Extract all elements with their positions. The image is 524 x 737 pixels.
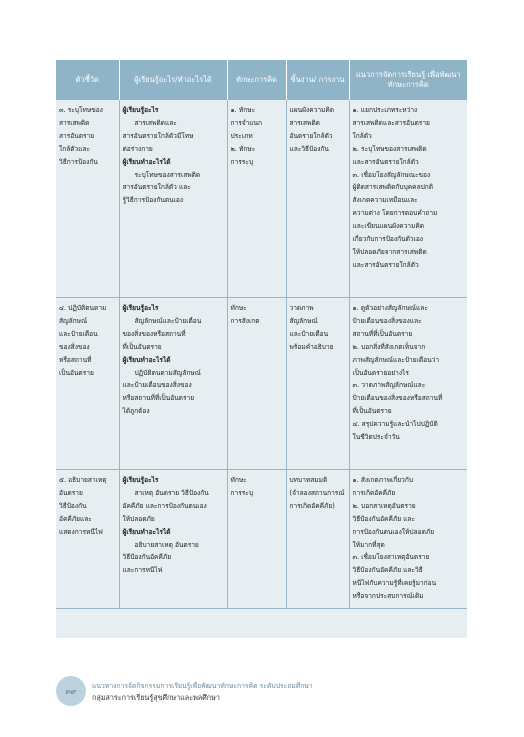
cell-line: วิธีป้องกันอัคคีภัย bbox=[122, 553, 172, 562]
cell-line: ๑. ดูตัวอย่างสัญลักษณ์และ bbox=[352, 304, 428, 312]
cell-line: ๓. เชื่อมโยงสัญลักษณะของ bbox=[352, 170, 431, 179]
workpiece-cell bbox=[286, 100, 349, 298]
header-activity: แนวการจัดการเรียนรู้ เพื่อพัฒนาทักษะการคิด bbox=[349, 60, 467, 100]
cell-line: เกี่ยวกับการป้องกันตัวเอง bbox=[352, 235, 424, 244]
cell-line: การระบุ bbox=[230, 488, 254, 497]
activity-cell bbox=[349, 470, 467, 609]
cell-line: บทบาทสมมติ bbox=[289, 476, 328, 484]
cell-line: อัคคีภัย และการป้องกันตนเอง bbox=[122, 501, 207, 510]
table-row bbox=[56, 298, 467, 470]
page-number: ๓๙ bbox=[56, 676, 86, 706]
cell-line: ใกล้ตัว bbox=[352, 131, 372, 140]
subject-group: กลุ่มสาระการเรียนรู้สุขศึกษาและพลศึกษา bbox=[92, 693, 220, 702]
cell-line: เป็นอันตรายอย่างไร bbox=[352, 368, 409, 377]
cell-line: ๒. ระบุโทษของสารเสพติด bbox=[352, 144, 427, 153]
header-workpiece: ชิ้นงาน/ การงาน bbox=[286, 60, 349, 100]
cell-line: การป้องกันตนเองให้ปลอดภัย bbox=[352, 527, 435, 536]
thinking-skill-cell bbox=[227, 100, 286, 298]
cell-line: ๓. เชื่อมโยงสาเหตุอันตราย bbox=[352, 553, 430, 562]
cell-line: และสารอันตรายใกล้ตัว bbox=[352, 157, 419, 166]
cell-line: สัญลักษณ์และป้ายเตือน bbox=[134, 316, 202, 325]
cell-line: ประเภท bbox=[230, 131, 253, 140]
cell-line: การเกิดอัคคีภัย) bbox=[289, 501, 335, 510]
cell-line: ปฏิบัติตนตามสัญลักษณ์ bbox=[134, 368, 201, 377]
cell-line: สารอันตรายใกล้ตัว และ bbox=[122, 183, 191, 192]
cell-line: วาดภาพ bbox=[289, 304, 314, 312]
cell-line: ๔. สรุปความรู้และนำไปปฏิบัติ bbox=[352, 420, 438, 429]
cell-line: ระบุโทษของสารเสพติด bbox=[134, 170, 201, 179]
cell-line: ให้ปลอดภัย bbox=[122, 514, 155, 523]
cell-line: วิธีป้องกันอัคคีภัย และ bbox=[352, 514, 416, 523]
cell-line: สาเหตุ อันตราย วิธีป้องกัน bbox=[134, 488, 209, 497]
cell-line: ๕. อธิบายสาเหตุ bbox=[59, 476, 107, 484]
indicator-cell bbox=[56, 298, 119, 470]
cell-line: สังเกตความเหมือนและ bbox=[352, 196, 418, 205]
cell-line: และการหนีไฟ bbox=[122, 566, 163, 575]
cell-line: สารเสพติด bbox=[59, 118, 90, 127]
cell-line: ที่เป็นอันตราย bbox=[352, 407, 392, 416]
cell-line: ป้ายเตือนของสิ่งของหรือสถานที่ bbox=[352, 394, 443, 403]
cell-line: สารอันตราย bbox=[59, 131, 95, 140]
cell-line: ในชีวิตประจำวัน bbox=[352, 433, 400, 442]
cell-line: อธิบายสาเหตุ อันตราย bbox=[134, 540, 199, 549]
cell-line: อันตรายใกล้ตัว bbox=[289, 131, 333, 140]
cell-line: ผู้เรียนรู้อะไร bbox=[122, 106, 159, 114]
cell-line: แผนผังความคิด bbox=[289, 106, 335, 114]
cell-line: หรือสถานที่ที่เป็นอันตราย bbox=[122, 394, 195, 403]
indicator-table bbox=[56, 60, 467, 609]
cell-line: ให้มากที่สุด bbox=[352, 540, 385, 549]
cell-line: หนีไฟกับความรู้ที่เคยรู้มาก่อน bbox=[352, 579, 437, 588]
cell-line: (จำลองสถานการณ์ bbox=[289, 488, 345, 497]
cell-line: สารอันตรายใกล้ตัวมีโทษ bbox=[122, 131, 194, 140]
cell-line: สถานที่ที่เป็นอันตราย bbox=[352, 329, 413, 338]
cell-line: ที่เป็นอันตราย bbox=[122, 342, 162, 351]
cell-line: ความต่าง โดยการตอบคำถาม bbox=[352, 209, 438, 218]
cell-line: ของสิ่งของ bbox=[59, 342, 90, 351]
cell-line: สารเสพติดและสารอันตราย bbox=[352, 118, 430, 127]
cell-line: ผู้ติดสารเสพติดกับบุคคลปกติ bbox=[352, 183, 434, 192]
thinking-skill-cell bbox=[227, 298, 286, 470]
cell-line: การสังเกต bbox=[230, 316, 260, 325]
learning-cell bbox=[119, 470, 227, 609]
thinking-skill-cell bbox=[227, 470, 286, 609]
header-thinking-skill: ทักษะการคิด bbox=[227, 60, 286, 100]
cell-line: การจำแนก bbox=[230, 118, 263, 127]
cell-line: ป้ายเตือนของสิ่งของและ bbox=[352, 316, 422, 325]
table-row bbox=[56, 470, 467, 609]
page-footer bbox=[56, 674, 467, 714]
cell-line: วิธีป้องกันอัคคีภัย และวิธี bbox=[352, 566, 423, 575]
cell-line: ๑. ทักษะ bbox=[230, 106, 256, 114]
cell-line: ต่อร่างกาย bbox=[122, 144, 153, 153]
cell-line: และป้ายเตือน bbox=[289, 329, 329, 338]
cell-line: และป้ายเตือนของสิ่งของ bbox=[122, 381, 192, 390]
cell-line: วิธีการป้องกัน bbox=[59, 157, 98, 166]
cell-line: และสารอันตรายใกล้ตัว bbox=[352, 260, 419, 269]
cell-line: ๒. ทักษะ bbox=[230, 144, 256, 153]
book-title: แนวทางการจัดกิจกรรมการเรียนรู้เพื่อพัฒนาทักษะการคิด ระดับประถมศึกษา bbox=[92, 682, 313, 690]
indicator-cell bbox=[56, 470, 119, 609]
cell-line: ผู้เรียนทำอะไรได้ bbox=[122, 527, 171, 536]
activity-cell bbox=[349, 100, 467, 298]
cell-line: ผู้เรียนทำอะไรได้ bbox=[122, 157, 171, 166]
cell-line: ทักษะ bbox=[230, 304, 247, 312]
header-learning: ผู้เรียนรู้อะไร/ทำอะไรได้ bbox=[119, 60, 227, 100]
cell-line: รู้วิธีการป้องกันตนเอง bbox=[122, 196, 184, 205]
cell-line: ผู้เรียนทำอะไรได้ bbox=[122, 355, 171, 364]
cell-line: ทักษะ bbox=[230, 476, 247, 484]
cell-line: สัญลักษณ์ bbox=[59, 316, 88, 325]
cell-line: และวิธีป้องกัน bbox=[289, 144, 329, 153]
cell-line: สัญลักษณ์ bbox=[289, 316, 318, 325]
cell-line: ผู้เรียนรู้อะไร bbox=[122, 476, 159, 484]
content-panel bbox=[56, 60, 467, 638]
cell-line: ๓. วาดภาพสัญลักษณ์และ bbox=[352, 381, 426, 390]
cell-line: ๒. บอกสาเหตุอันตราย bbox=[352, 501, 416, 510]
cell-line: อัคคีภัยและ bbox=[59, 514, 92, 523]
table-row bbox=[56, 100, 467, 298]
cell-line: ภาพสัญลักษณ์และป้ายเตือนว่า bbox=[352, 355, 440, 364]
indicator-cell bbox=[56, 100, 119, 298]
cell-line: และเขียนแผนผังความคิด bbox=[352, 222, 425, 231]
cell-line: ใกล้ตัวและ bbox=[59, 144, 91, 153]
cell-line: และป้ายเตือน bbox=[59, 329, 98, 338]
activity-cell bbox=[349, 298, 467, 470]
cell-line: วิธีป้องกัน bbox=[59, 501, 87, 510]
learning-cell bbox=[119, 298, 227, 470]
workpiece-cell bbox=[286, 298, 349, 470]
cell-line: การระบุ bbox=[230, 157, 254, 166]
workpiece-cell bbox=[286, 470, 349, 609]
cell-line: ให้ปลอดภัยจากสารเสพติด bbox=[352, 247, 427, 256]
header-indicator: ตัวชี้วัด bbox=[56, 60, 119, 100]
table-header-row bbox=[56, 60, 467, 100]
cell-line: ๔. ปฏิบัติตนตาม bbox=[59, 304, 107, 312]
cell-line: การเกิดอัคคีภัย bbox=[352, 488, 396, 497]
cell-line: ผู้เรียนรู้อะไร bbox=[122, 304, 159, 312]
cell-line: สารเสพติด bbox=[289, 118, 320, 127]
cell-line: สารเสพติดและ bbox=[134, 118, 177, 127]
cell-line: ได้ถูกต้อง bbox=[122, 407, 150, 416]
cell-line: หรือสถานที่ bbox=[59, 355, 92, 364]
cell-line: ๓. ระบุโทษของ bbox=[59, 106, 103, 114]
learning-cell bbox=[119, 100, 227, 298]
cell-line: ของสิ่งของหรือสถานที่ bbox=[122, 329, 186, 338]
cell-line: เป็นอันตราย bbox=[59, 368, 94, 377]
cell-line: หรือจากประสบการณ์เดิม bbox=[352, 592, 424, 601]
cell-line: ๑. สังเกตภาพเกี่ยวกับ bbox=[352, 476, 414, 484]
cell-line: แสดงการหนีไฟ bbox=[59, 527, 103, 536]
cell-line: อันตราย bbox=[59, 488, 83, 497]
cell-line: ๒. บอกสิ่งที่สังเกตเห็นจาก bbox=[352, 342, 426, 351]
cell-line: ๑. แยกประเภทระหว่าง bbox=[352, 106, 418, 114]
cell-line: พร้อมคำอธิบาย bbox=[289, 342, 334, 351]
